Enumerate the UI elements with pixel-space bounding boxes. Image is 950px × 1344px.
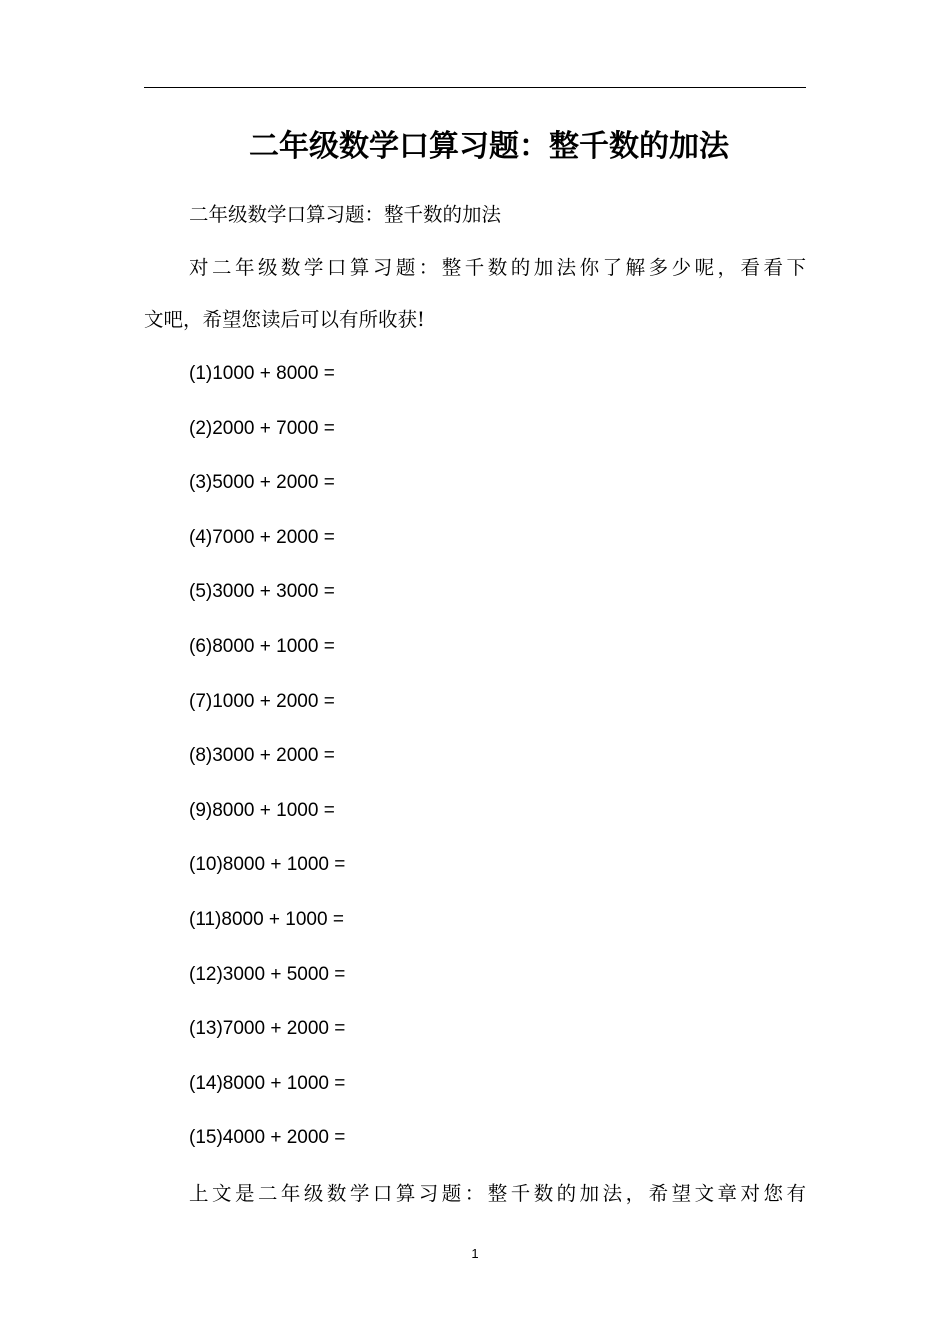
problem-list xyxy=(189,360,345,1179)
problem-item: (7)1000 + 2000 = xyxy=(189,690,335,712)
problem-item: (11)8000 + 1000 = xyxy=(189,908,344,930)
problem-item: (14)8000 + 1000 = xyxy=(189,1072,346,1094)
problem-item: (12)3000 + 5000 = xyxy=(189,963,346,985)
subtitle-paragraph: 二年级数学口算习题：整千数的加法 xyxy=(189,203,502,226)
problem-item: (8)3000 + 2000 = xyxy=(189,745,335,767)
closing-paragraph: 上文是二年级数学口算习题：整千数的加法，希望文章对您有 xyxy=(189,1182,806,1205)
problem-item: (2)2000 + 7000 = xyxy=(189,417,335,439)
page-number: 1 xyxy=(471,1246,479,1261)
document-title: 二年级数学口算习题：整千数的加法 xyxy=(249,129,729,164)
problem-item: (1)1000 + 8000 = xyxy=(189,363,335,384)
problem-item: (6)8000 + 1000 = xyxy=(189,635,335,657)
problem-item: (15)4000 + 2000 = xyxy=(189,1127,346,1149)
problem-item: (3)5000 + 2000 = xyxy=(189,472,335,494)
problem-item: (9)8000 + 1000 = xyxy=(189,799,335,821)
intro-paragraph-line-1: 对二年级数学口算习题：整千数的加法你了解多少呢，看看下 xyxy=(189,256,806,279)
problem-item: (4)7000 + 2000 = xyxy=(189,526,335,548)
header-rule xyxy=(144,87,806,88)
problem-item: (5)3000 + 3000 = xyxy=(189,581,335,603)
problem-item: (10)8000 + 1000 = xyxy=(189,854,346,876)
problem-item: (13)7000 + 2000 = xyxy=(189,1018,346,1040)
intro-paragraph-line-2: 文吧，希望您读后可以有所收获! xyxy=(144,308,425,331)
